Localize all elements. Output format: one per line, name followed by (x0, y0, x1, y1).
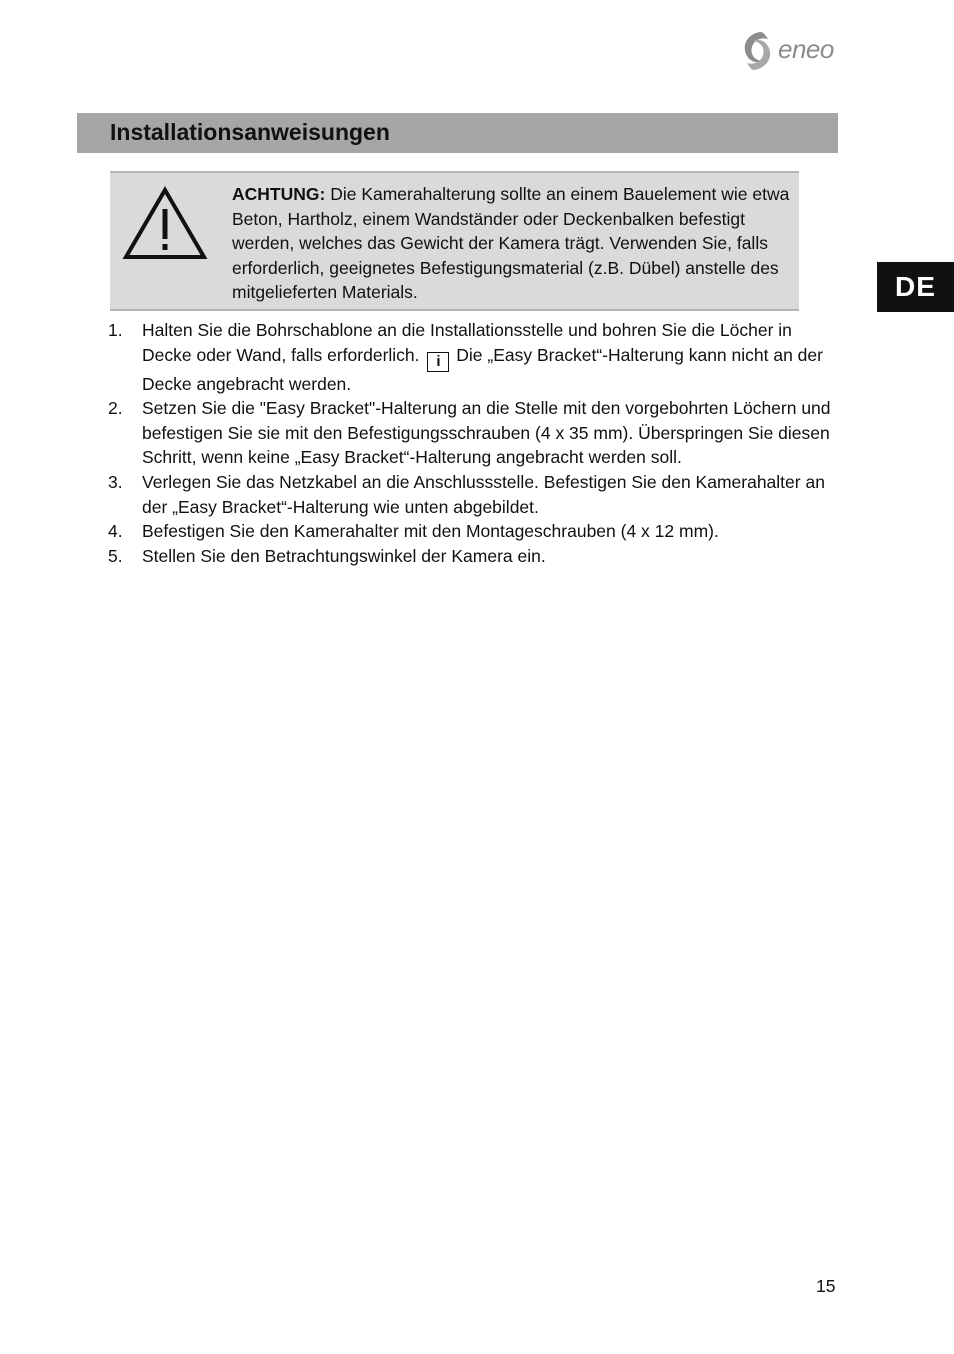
warning-body: Die Kamerahalterung sollte an einem Bauelement wie etwa Beton, Hartholz, einem Wandständer oder Deckenbalken befestigt werden, welches das Gewicht der Kamera trägt. Verwenden Sie, falls erforderlich, geeignetes Befestigungsmaterial (z.B. Dübel) anstelle des mitgelieferten Materials. (232, 184, 790, 303)
list-item (108, 396, 838, 470)
section-title: Installationsanweisungen (110, 119, 390, 145)
step-number: 1. (108, 320, 123, 340)
page-number: 15 (816, 1276, 836, 1296)
warning-triangle-icon (122, 185, 208, 261)
language-tab: DE (877, 262, 954, 312)
warning-box (110, 171, 799, 311)
installation-steps-list (108, 318, 838, 568)
logo-text: eneo (778, 34, 834, 64)
list-item (108, 544, 838, 569)
step-text: Setzen Sie die "Easy Bracket"-Halterung an die Stelle mit den vorgebohrten Löchern und befestigen Sie sie mit den Befestigungsschrauben (4 x 35 mm). Überspringen Sie diesen Schritt, wenn keine „Easy Bracket“-Halterung angebracht werden soll. (142, 398, 831, 468)
step-note: Die „Easy Bracket“-Halterung kann nicht an der Decke angebracht werden. (142, 344, 823, 394)
warning-text (232, 182, 792, 305)
step-text: Stellen Sie den Betrachtungswinkel der Kamera ein. (142, 545, 546, 566)
step-number: 3. (108, 471, 123, 492)
step-number: 2. (108, 398, 123, 419)
section-header-bar (77, 113, 838, 153)
list-item (108, 318, 838, 396)
list-item (108, 519, 838, 544)
step-number: 5. (108, 545, 123, 566)
step-number: 4. (108, 521, 123, 542)
warning-label: ACHTUNG: (232, 184, 326, 204)
step-text: Befestigen Sie den Kamerahalter mit den Montageschrauben (4 x 12 mm). (142, 521, 719, 542)
list-item (108, 470, 838, 519)
step-text: Verlegen Sie das Netzkabel an die Anschlussstelle. Befestigen Sie den Kamerahalter an der „Easy Bracket“-Halterung wie unten abgebildet. (142, 471, 825, 517)
step-text: Halten Sie die Bohrschablone an die Installationsstelle und bohren Sie die Löcher in Decke oder Wand, falls erforderlich. (142, 320, 792, 365)
brand-logo (740, 30, 840, 72)
info-icon: i (427, 352, 449, 372)
eneo-swirl-logo-icon (740, 30, 776, 72)
